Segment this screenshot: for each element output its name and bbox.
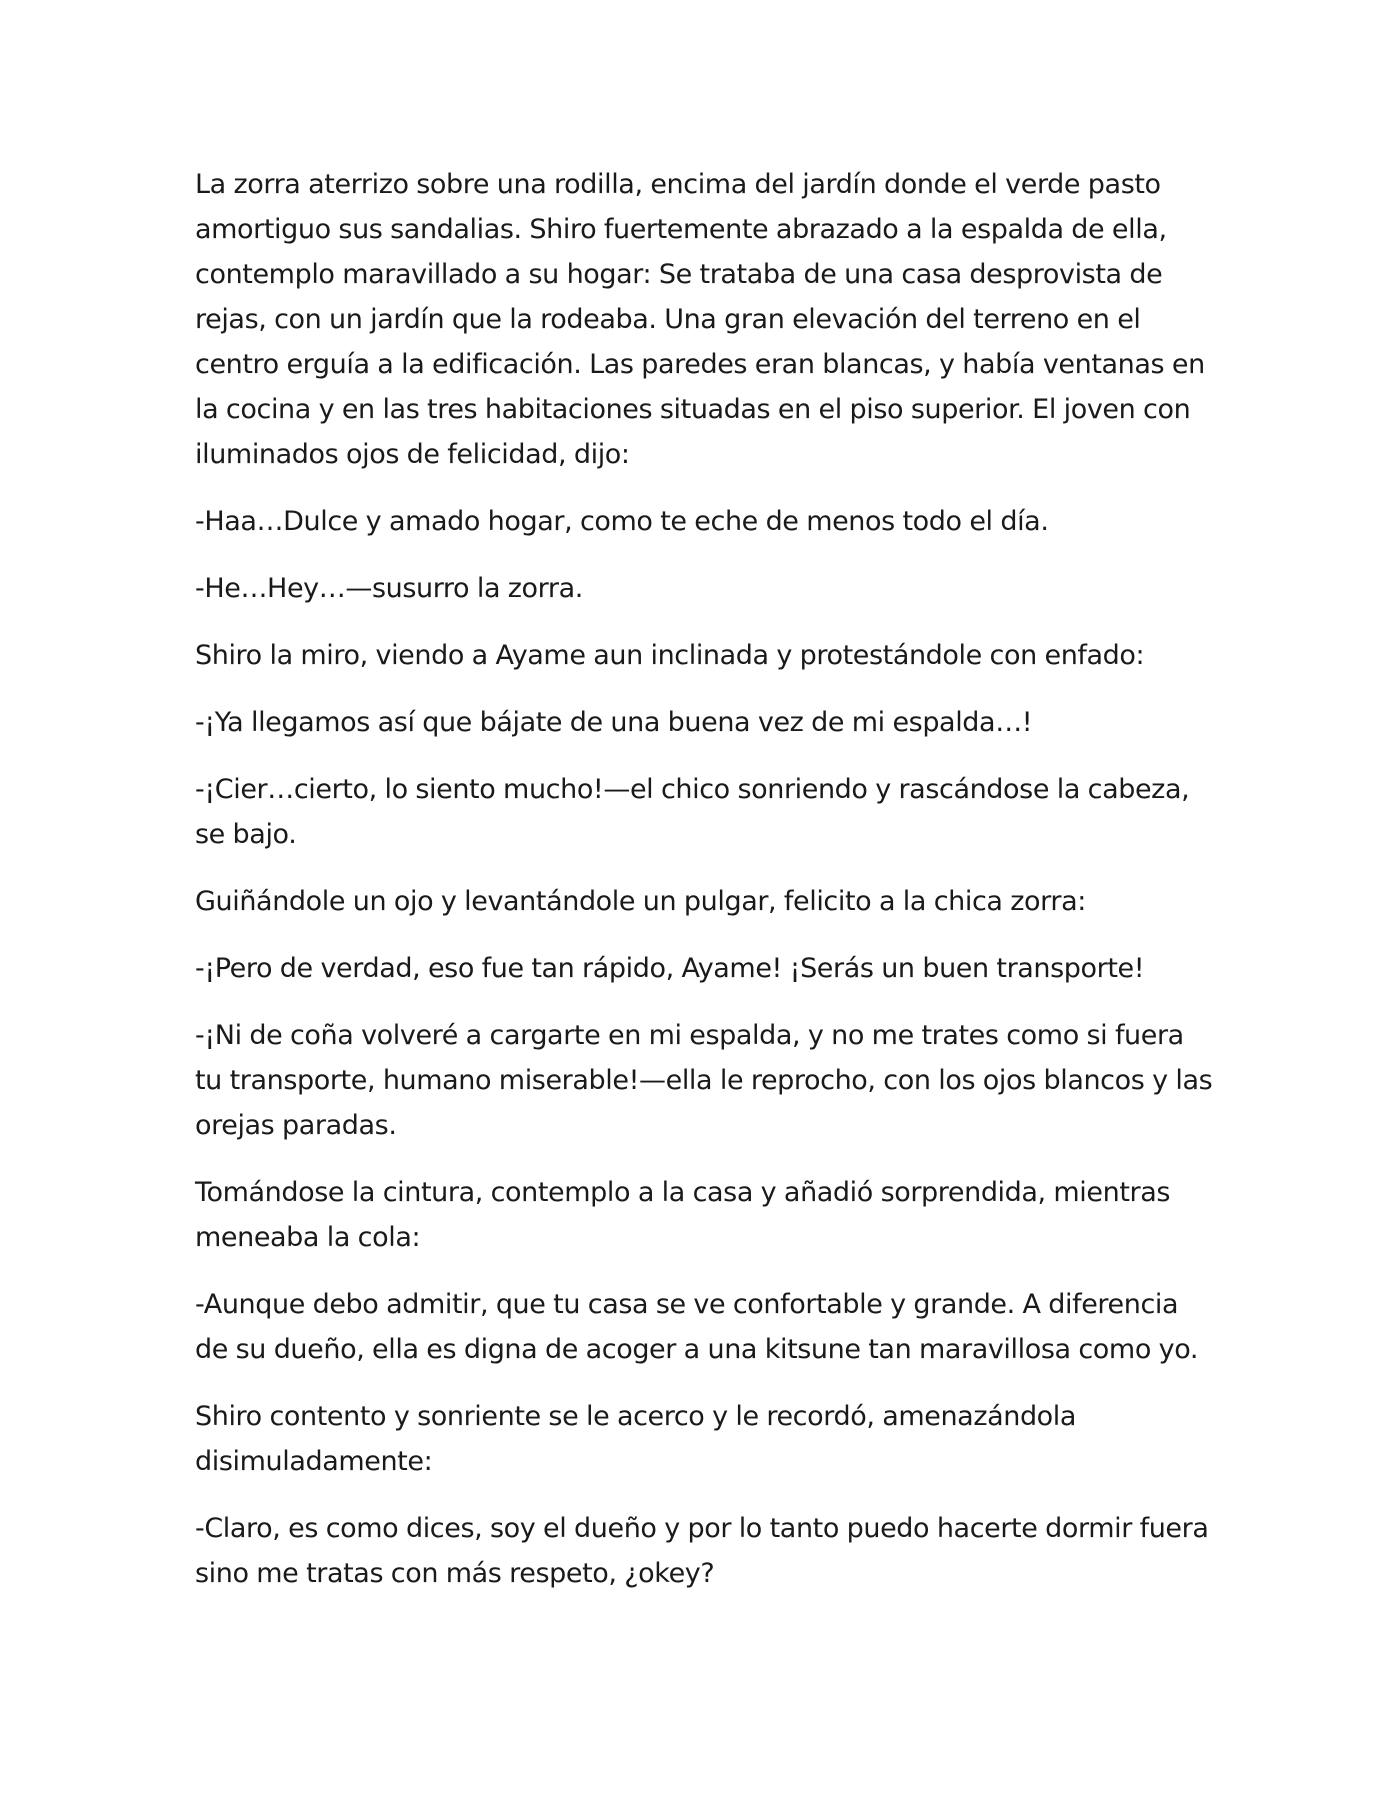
paragraph: La zorra aterrizo sobre una rodilla, encima del jardín donde el verde pasto amortiguo sus sandalias. Shiro fuertemente abrazado a la espalda de ella, contemplo maravillado a su hogar: Se trataba de una casa desprovista de rejas, con un jardín que la rodeaba. Una gran elevación del terreno en el centro erguía a la edificación. Las paredes eran blancas, y había ventanas en la cocina y en las tres habitaciones situadas en el piso superior. El joven con iluminados ojos de felicidad, dijo: xyxy=(195,169,1205,470)
paragraph: -Aunque debo admitir, que tu casa se ve confortable y grande. A diferencia de su dueño, ella es digna de acoger a una kitsune tan maravillosa como yo. xyxy=(195,1289,1199,1365)
document-body xyxy=(195,162,1215,1618)
paragraph: Guiñándole un ojo y levantándole un pulgar, felicito a la chica zorra: xyxy=(195,886,1086,917)
paragraph: -¡Ni de coña volveré a cargarte en mi espalda, y no me trates como si fuera tu transporte, humano miserable!—ella le reprocho, con los ojos blancos y las orejas paradas. xyxy=(195,1020,1213,1141)
paragraph: -Haa…Dulce y amado hogar, como te eche de menos todo el día. xyxy=(195,506,1049,537)
paragraph: -¡Pero de verdad, eso fue tan rápido, Ayame! ¡Serás un buen transporte! xyxy=(195,953,1145,984)
paragraph: -¡Cier…cierto, lo siento mucho!—el chico sonriendo y rascándose la cabeza, se bajo. xyxy=(195,774,1190,850)
paragraph: Shiro contento y sonriente se le acerco y le recordó, amenazándola disimuladamente: xyxy=(195,1401,1077,1477)
paragraph: -He…Hey…—susurro la zorra. xyxy=(195,573,583,604)
paragraph: -¡Ya llegamos así que bájate de una buena vez de mi espalda…! xyxy=(195,707,1033,738)
paragraph: -Claro, es como dices, soy el dueño y por lo tanto puedo hacerte dormir fuera sino me tratas con más respeto, ¿okey? xyxy=(195,1513,1209,1589)
paragraph: Shiro la miro, viendo a Ayame aun inclinada y protestándole con enfado: xyxy=(195,640,1145,671)
paragraph: Tomándose la cintura, contemplo a la casa y añadió sorprendida, mientras meneaba la cola: xyxy=(195,1177,1171,1253)
